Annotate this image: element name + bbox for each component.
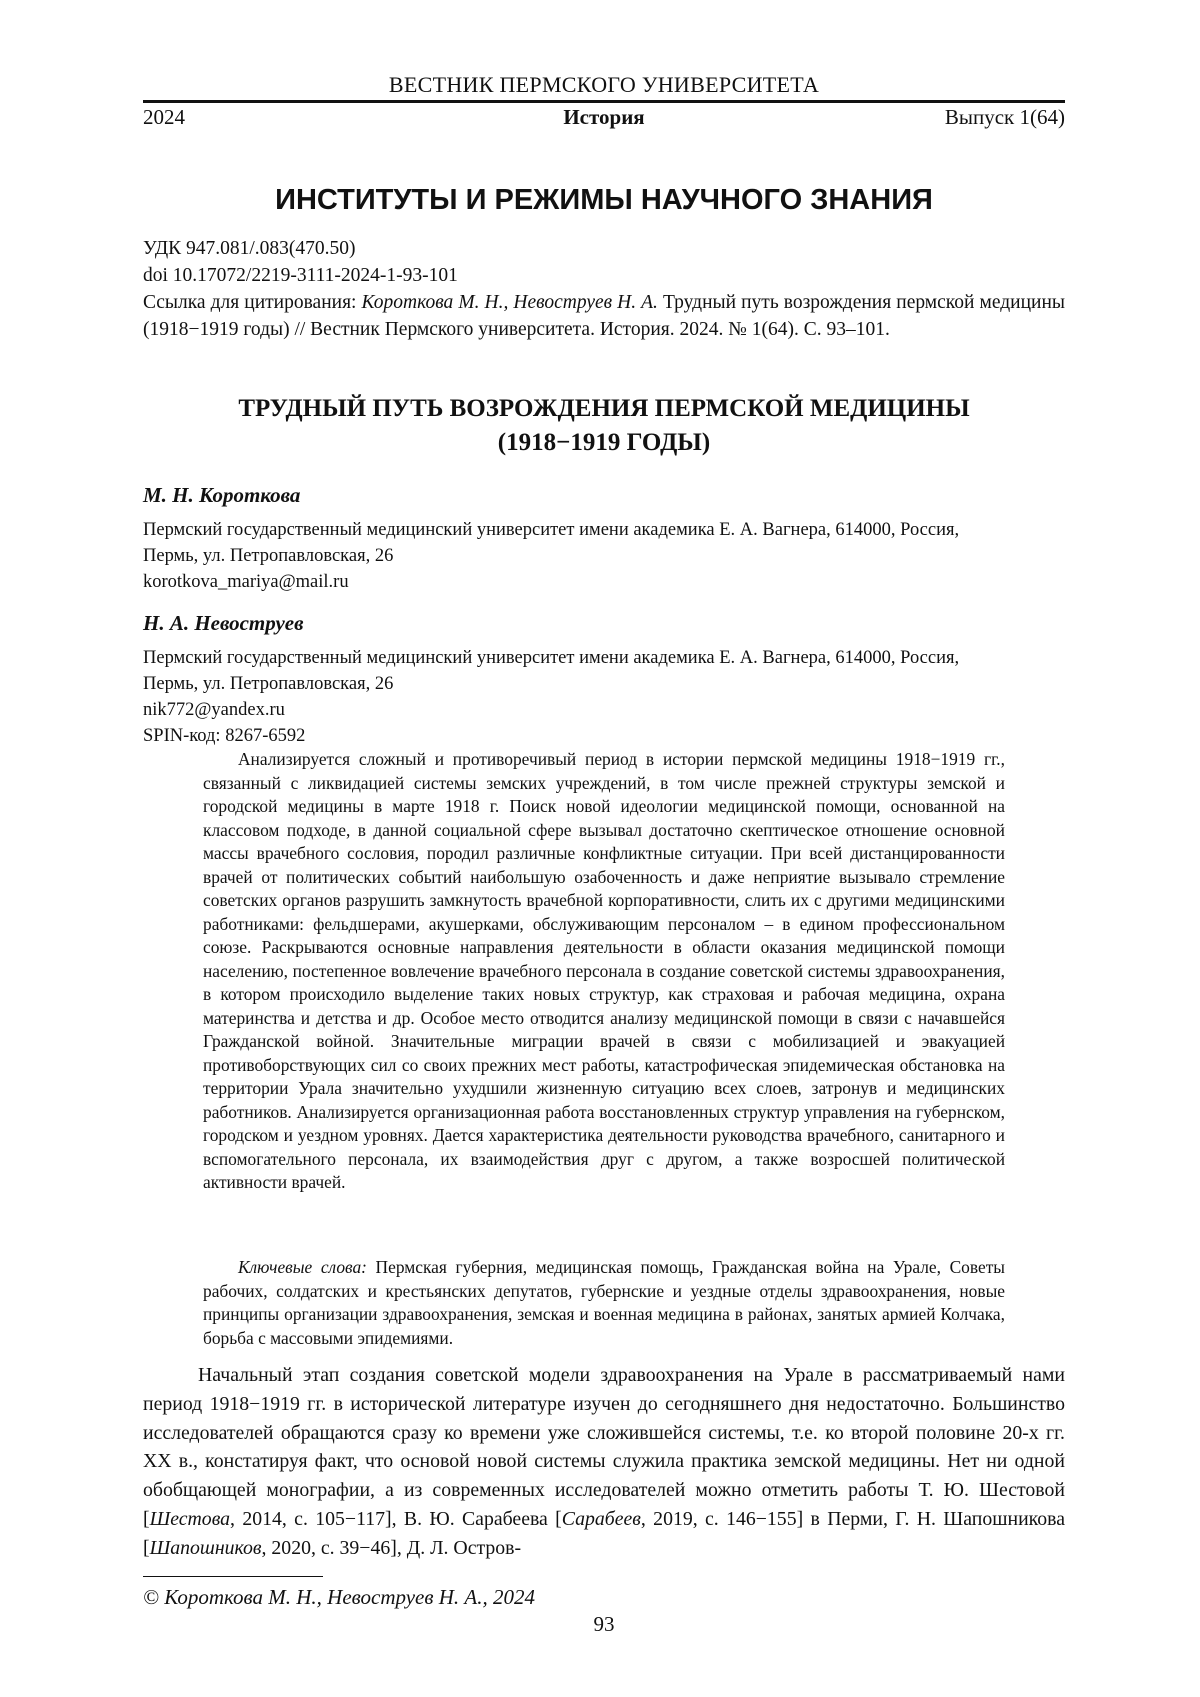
running-header [143,105,1065,133]
author-email[interactable]: korotkova_mariya@mail.ru [143,569,1065,595]
article-meta [143,235,1065,343]
reference: Сарабеев [562,1508,641,1530]
udk-code: УДК 947.081/.083(470.50) [143,235,1065,262]
author-spin: SPIN-код: 8267-6592 [143,723,1065,749]
affiliation-line: Пермский государственный медицинский университет имени академика Е. А. Вагнера, 614000, Россия, [143,517,1065,543]
body-text-part: , 2020, с. 39−46], Д. Л. Остров- [262,1537,522,1559]
article-title-line2: (1918−1919 ГОДЫ) [143,426,1065,460]
page-number: 93 [143,1612,1065,1637]
author-name: М. Н. Короткова [143,483,1065,508]
citation [143,289,1065,343]
article-title-line1: ТРУДНЫЙ ПУТЬ ВОЗРОЖДЕНИЯ ПЕРМСКОЙ МЕДИЦИНЫ [143,392,1065,426]
section-title: ИНСТИТУТЫ И РЕЖИМЫ НАУЧНОГО ЗНАНИЯ [143,184,1065,217]
header-divider [143,100,1065,103]
header-series: История [143,105,1065,130]
reference: Шапошников [150,1537,262,1559]
author-affiliation [143,645,1065,749]
keywords-text: Пермская губерния, медицинская помощь, Гражданская война на Урале, Советы рабочих, солдатских и крестьянских депутатов, губернские и уездные отделы здравоохранения, новые принципы организации здравоохранения, земская и военная медицина в районах, занятых армией Колчака, борьба с массовыми эпидемиями. [203,1257,1005,1348]
affiliation-address: Пермь, ул. Петропавловская, 26 [143,671,1065,697]
doi-link[interactable]: doi 10.17072/2219-3111-2024-1-93-101 [143,262,1065,289]
header-issue: Выпуск 1(64) [945,105,1065,130]
citation-text: Трудный путь возрождения пермской медицины (1918−1919 годы) // Вестник Пермского университета. История. 2024. № 1(64). С. 93–101. [143,292,1065,340]
body-paragraph [143,1361,1065,1563]
article-title [143,392,1065,460]
citation-authors: Короткова М. Н., Невоструев Н. А. [362,292,658,313]
affiliation-address: Пермь, ул. Петропавловская, 26 [143,543,1065,569]
footnote-divider [143,1576,323,1577]
body-text-part: , 2019, с. 146−155] в Перми, Г. Н. Шапошникова [ [143,1508,1065,1559]
body-text-part: Начальный этап создания советской модели здравоохранения на Урале в рассматриваемый нами период 1918−1919 гг. в исторической литературе изучен до сегодняшнего дня недостаточно. Большинство исследователей обращаются сразу ко времени уже сложившейся системы, т.е. ко второй половине 20-х гг. XX в., констатируя факт, что основой новой системы служила практика земской медицины. Нет ни одной обобщающей монографии, а из современных исследователей можно отметить работы Т. Ю. Шестовой [ [143,1364,1065,1530]
copyright: © Короткова М. Н., Невоструев Н. А., 2024 [143,1585,535,1610]
reference: Шестова [150,1508,230,1530]
keywords-label: Ключевые слова: [238,1257,367,1277]
citation-label: Ссылка для цитирования: [143,292,356,313]
body-text-part: , 2014, с. 105−117], В. Ю. Сарабеева [ [230,1508,562,1530]
abstract: Анализируется сложный и противоречивый период в истории пермской медицины 1918−1919 гг., связанный с ликвидацией системы земских учреждений, в том числе прежней структуры земской и городской медицины в марте 1918 г. Поиск новой идеологии медицинской помощи, основанной на классовом подходе, в данной социальной сфере вызывал достаточно скептическое отношение основной массы врачебного сословия, породил различные конфликтные ситуации. При всей дистанцированности врачей от политических событий наибольшую озабоченность и даже неприятие вызывало стремление советских органов разрушить замкнутость врачебной корпоративности, слить их с другими медицинскими работниками: фельдшерами, акушерками, обслуживающим персоналом – в едином профессиональном союзе. Раскрываются основные направления деятельности в области оказания медицинской помощи населению, постепенное вовлечение врачебного персонала в создание советской системы здравоохранения, в котором происходило выделение таких новых структур, как страховая и рабочая медицина, охрана материнства и детства и др. Особое место отводится анализу медицинской помощи в связи с начавшейся Гражданской войной. Значительные миграции врачей в связи с мобилизацией и эвакуацией противоборствующих сил со своих прежних мест работы, катастрофическая эпидемическая обстановка на территории Урала значительно ухудшили жизненную ситуацию всех слоев, затронув и медицинских работников. Анализируется организационная работа восстановленных структур управления на губернском, городском и уездном уровнях. Дается характеристика деятельности руководства врачебного, санитарного и вспомогательного персонала, их взаимодействия друг с другом, а также возросшей политической активности врачей. [203,748,1005,1195]
keywords [203,1256,1005,1350]
author-affiliation [143,517,1065,595]
journal-title: ВЕСТНИК ПЕРМСКОГО УНИВЕРСИТЕТА [143,72,1065,98]
author-email[interactable]: nik772@yandex.ru [143,697,1065,723]
affiliation-line: Пермский государственный медицинский университет имени академика Е. А. Вагнера, 614000, Россия, [143,645,1065,671]
header-year: 2024 [143,105,185,130]
author-name: Н. А. Невоструев [143,611,1065,636]
